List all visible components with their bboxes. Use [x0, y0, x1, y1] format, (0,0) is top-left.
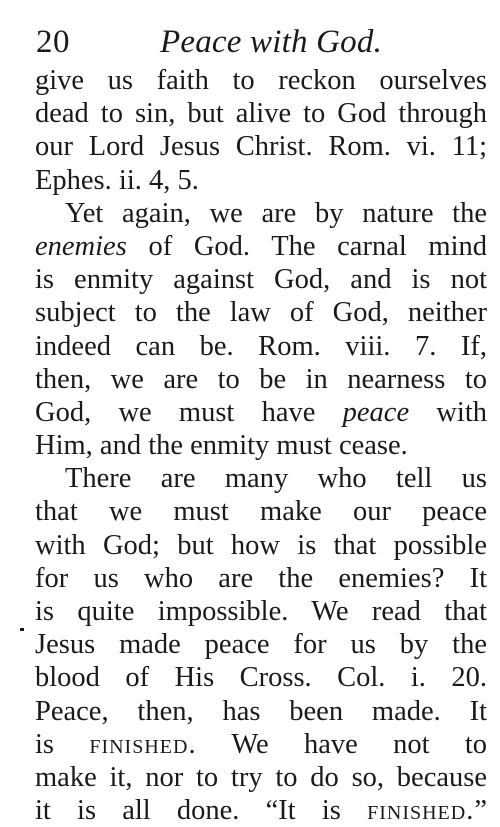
- text-run: God, we must have: [35, 396, 343, 428]
- text-line: that we must make our peace: [35, 496, 487, 528]
- text-run: is: [35, 728, 90, 760]
- page-header: [36, 22, 466, 62]
- page-number: 20: [36, 24, 70, 60]
- small-caps-text: finished.: [89, 728, 197, 760]
- text-run: it is all done. “It is: [35, 795, 368, 827]
- text-run: with: [409, 396, 487, 428]
- text-line: [35, 230, 487, 263]
- text-line: indeed can be. Rom. viii. 7. If,: [35, 330, 487, 362]
- text-line: our Lord Jesus Christ. Rom. vi. 11;: [35, 131, 487, 163]
- text-line: Peace, then, has been made. It: [35, 695, 487, 727]
- text-line: subject to the law of God, neither: [35, 297, 487, 329]
- text-line: for us who are the enemies? It: [35, 562, 487, 594]
- text-line: blood of His Cross. Col. i. 20.: [35, 662, 487, 694]
- text-line: [35, 794, 487, 827]
- emphasis-text: peace: [342, 396, 410, 428]
- text-line: Him, and the enmity must cease.: [35, 430, 408, 462]
- paragraph-start-line: There are many who tell us: [65, 463, 487, 495]
- emphasis-text: enemies: [35, 230, 127, 262]
- text-line: Jesus made peace for us by the: [35, 629, 487, 661]
- text-line: is enmity against God, and is not: [35, 264, 487, 296]
- paragraph-start-line: Yet again, we are by nature the: [65, 197, 487, 229]
- text-line: then, we are to be in nearness to: [35, 363, 487, 395]
- text-line: give us faith to reckon ourselves: [35, 65, 487, 96]
- text-line: [35, 396, 487, 429]
- running-title: Peace with God.: [160, 24, 383, 60]
- text-run: We have not to: [196, 728, 487, 760]
- text-run: ”: [474, 795, 487, 827]
- text-line: dead to sin, but alive to God through: [35, 98, 487, 130]
- text-run: of God. The carnal mind: [126, 230, 487, 262]
- text-line: Ephes. ii. 4, 5.: [35, 164, 199, 196]
- small-caps-text: finished.: [367, 795, 475, 827]
- text-line: make it, nor to try to do so, because: [35, 761, 487, 793]
- body-text: [35, 64, 487, 827]
- text-line: is quite impossible. We read that: [35, 596, 487, 627]
- text-line: with God; but how is that possible: [35, 529, 487, 561]
- margin-mark: [20, 628, 24, 631]
- text-line: [35, 728, 487, 761]
